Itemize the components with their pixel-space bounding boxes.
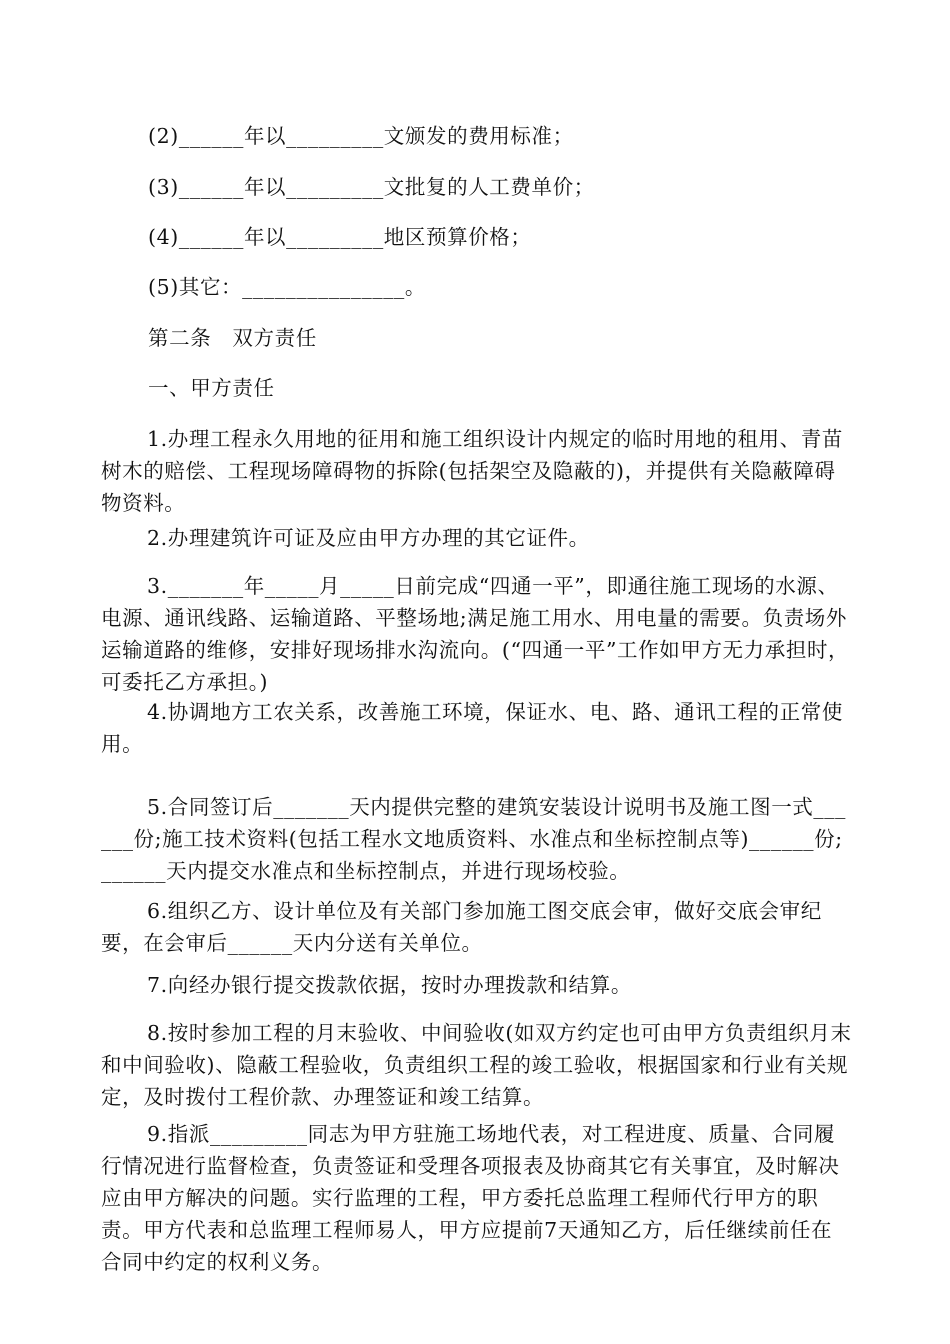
article-two-heading: 第二条 双方责任 xyxy=(148,326,317,350)
clause-8: 8.按时参加工程的月末验收、中间验收(如双方约定也可由甲方负责组织月末和中间验收)、隐蔽工程验收，负责组织工程的竣工验收，根据国家和行业有关规定，及时拨付工程价款、办理签证和竣工结算。 xyxy=(101,1021,852,1109)
clause-6: 6.组织乙方、设计单位及有关部门参加施工图交底会审，做好交底会审纪要，在会审后______天内分送有关单位。 xyxy=(101,899,822,955)
clause-5: 5.合同签订后_______天内提供完整的建筑安装设计说明书及施工图一式______份;施工技术资料(包括工程水文地质资料、水准点和坐标控制点等)______份;______天内提交水准点和坐标控制点，并进行现场校验。 xyxy=(101,795,846,883)
clause-1: 1.办理工程永久用地的征用和施工组织设计内规定的临时用地的租用、青苗树木的赔偿、工程现场障碍物的拆除(包括架空及隐蔽的)，并提供有关隐蔽障碍物资料。 xyxy=(101,427,843,515)
other-line: (5)其它：_______________。 xyxy=(148,275,426,299)
party-a-heading: 一、甲方责任 xyxy=(148,376,275,400)
clause-7: 7.向经办银行提交拨款依据，按时办理拨款和结算。 xyxy=(147,973,632,997)
fee-standard-line: (2)______年以_________文颁发的费用标准； xyxy=(148,124,574,148)
clause-3: 3._______年_____月_____日前完成“四通一平”，即通往施工现场的水源、电源、通讯线路、运输道路、平整场地;满足施工用水、用电量的需要。负责场外运输道路的维修，安排好现场排水沟流向。(“四通一平”工作如甲方无力承担时，可委托乙方承担。) xyxy=(101,574,850,694)
clause-9: 9.指派_________同志为甲方驻施工场地代表，对工程进度、质量、合同履行情况进行监督检查，负责签证和受理各项报表及协商其它有关事宜，及时解决应由甲方解决的问题。实行监理的工程，甲方委托总监理工程师代行甲方的职责。甲方代表和总监理工程师易人，甲方应提前7天通知乙方，后任继续前任在合同中约定的权利义务。 xyxy=(101,1122,840,1274)
clause-2: 2.办理建筑许可证及应由甲方办理的其它证件。 xyxy=(147,526,590,550)
clause-4: 4.协调地方工农关系，改善施工环境，保证水、电、路、通讯工程的正常使用。 xyxy=(101,700,843,756)
regional-budget-price-line: (4)______年以_________地区预算价格； xyxy=(148,225,532,249)
labor-unit-price-line: (3)______年以_________文批复的人工费单价； xyxy=(148,175,595,199)
